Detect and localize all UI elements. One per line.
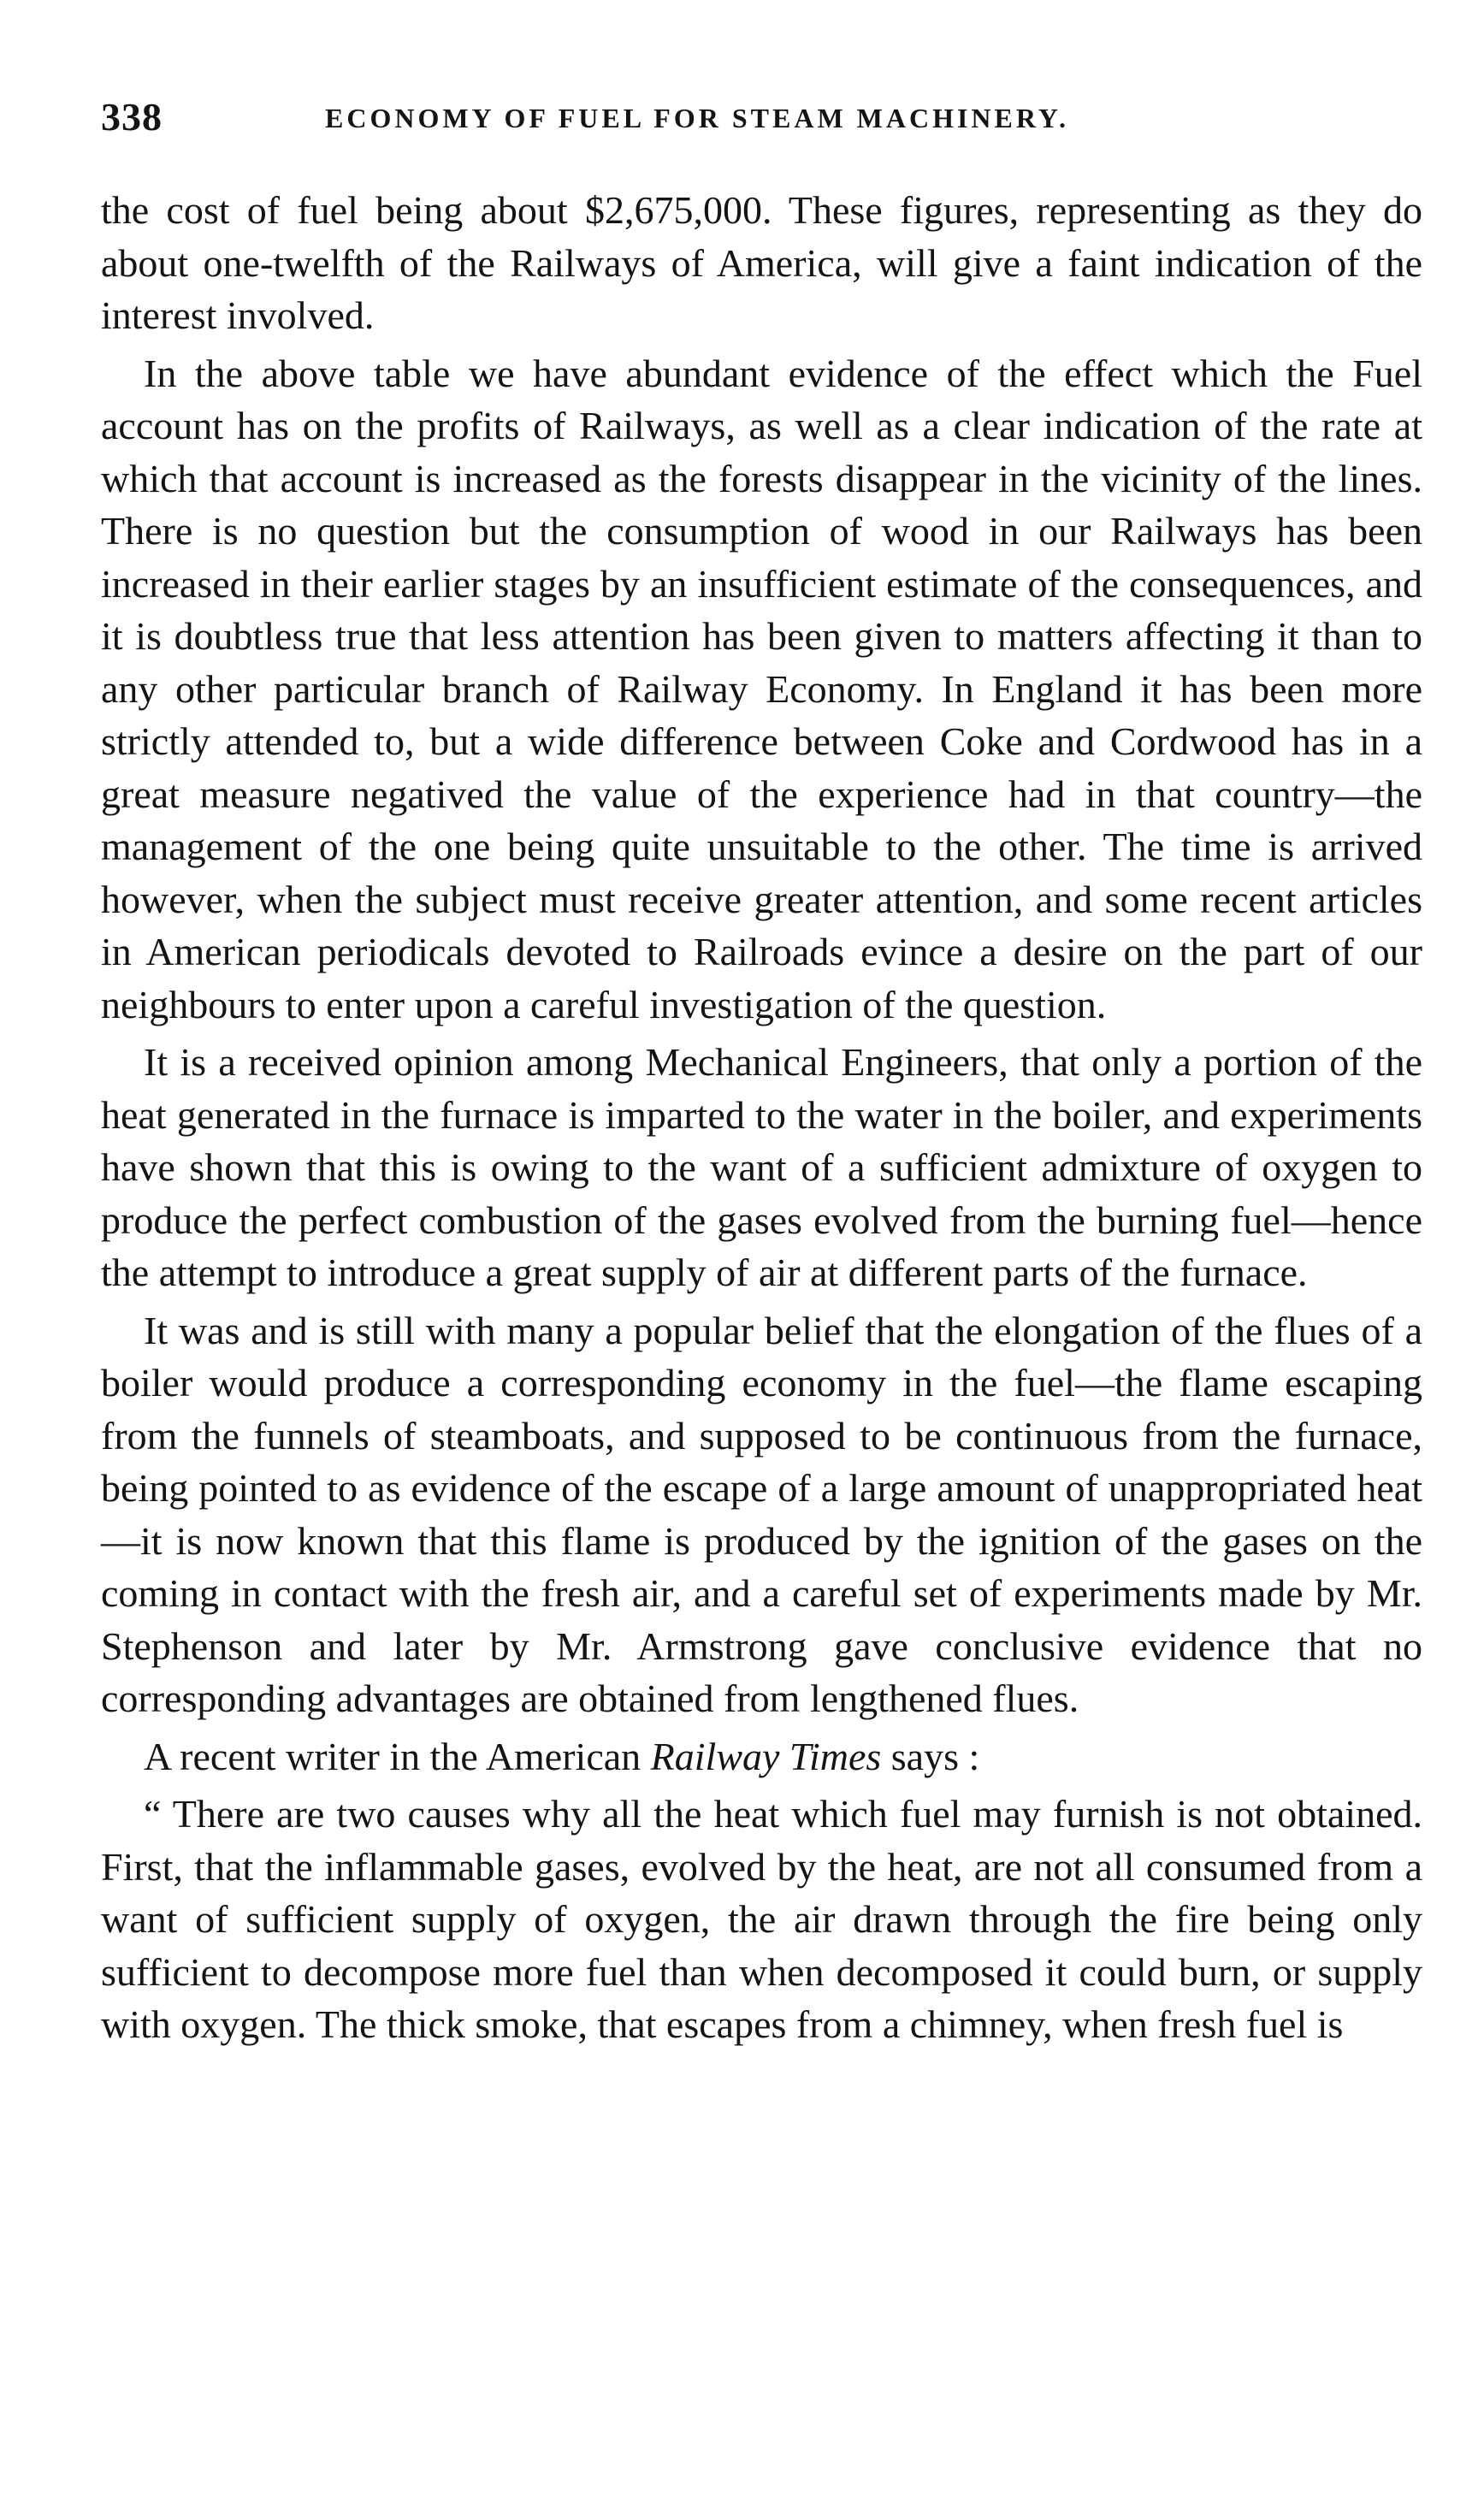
citation-after: says : xyxy=(881,1734,980,1778)
page-header xyxy=(101,94,1422,145)
paragraph-fuel-account: In the above table we have abundant evidence of the effect which the Fuel account has on the profits of Railways, as well as a clear indication of the rate at which that account is increased as the forests disappear in the vicinity of the lines. There is no question but the consumption of wood in our Railways has been increased in their earlier stages by an insufficient estimate of the consequences, and it is doubtless true that less attention has been given to matters affecting it than to any other particular branch of Railway Economy. In England it has been more strictly attended to, but a wide difference between Coke and Cordwood has in a great measure negatived the value of the experience had in that country—the management of the one being quite unsuitable to the other. The time is arrived however, when the subject must receive greater attention, and some recent articles in American periodicals devoted to Railroads evince a desire on the part of our neighbours to enter upon a careful investigation of the question. xyxy=(101,351,1422,1026)
quoted-passage: “ There are two causes why all the heat which fuel may furnish is not obtained. First, that the inflammable gases, evolved by the heat, are not all consumed from a want of sufficient supply of oxygen, the air drawn through the fire being only sufficient to decompose more fuel than when decomposed it could burn, or supply with oxygen. The thick smoke, that escapes from a chimney, when fresh fuel is xyxy=(101,1792,1422,2046)
citation-before: A recent writer in the American xyxy=(144,1734,651,1778)
paragraph-continued: the cost of fuel being about $2,675,000. These figures, representing as they do about one-twelfth of the Railways of America, will give a faint indication of the interest involved. xyxy=(101,188,1422,337)
body-text xyxy=(101,184,1422,2051)
journal-title: Railway Times xyxy=(650,1734,882,1778)
running-title: ECONOMY OF FUEL FOR STEAM MACHINERY. xyxy=(325,103,1070,133)
citation-line xyxy=(101,1730,1422,1783)
paragraph-heat-furnace: It is a received opinion among Mechanical Engineers, that only a portion of the heat generated in the furnace is imparted to the water in the boiler, and experiments have shown that this is owing to the want of a sufficient admixture of oxygen to produce the perfect combustion of the gases evolved from the burning fuel—hence the attempt to introduce a great supply of air at different parts of the furnace. xyxy=(101,1040,1422,1294)
page-number: 338 xyxy=(101,95,163,139)
paragraph-flue-elongation: It was and is still with many a popular belief that the elongation of the flues of a boiler would produce a corresponding economy in the fuel—the flame escaping from the funnels of steamboats, and supposed to be continuous from the furnace, being pointed to as evidence of the escape of a large amount of unappropriated heat—it is now known that this flame is produced by the ignition of the gases on the coming in contact with the fresh air, and a careful set of experiments made by Mr. Stephenson and later by Mr. Armstrong gave conclusive evidence that no corresponding advantages are obtained from lengthened flues. xyxy=(101,1308,1422,1720)
